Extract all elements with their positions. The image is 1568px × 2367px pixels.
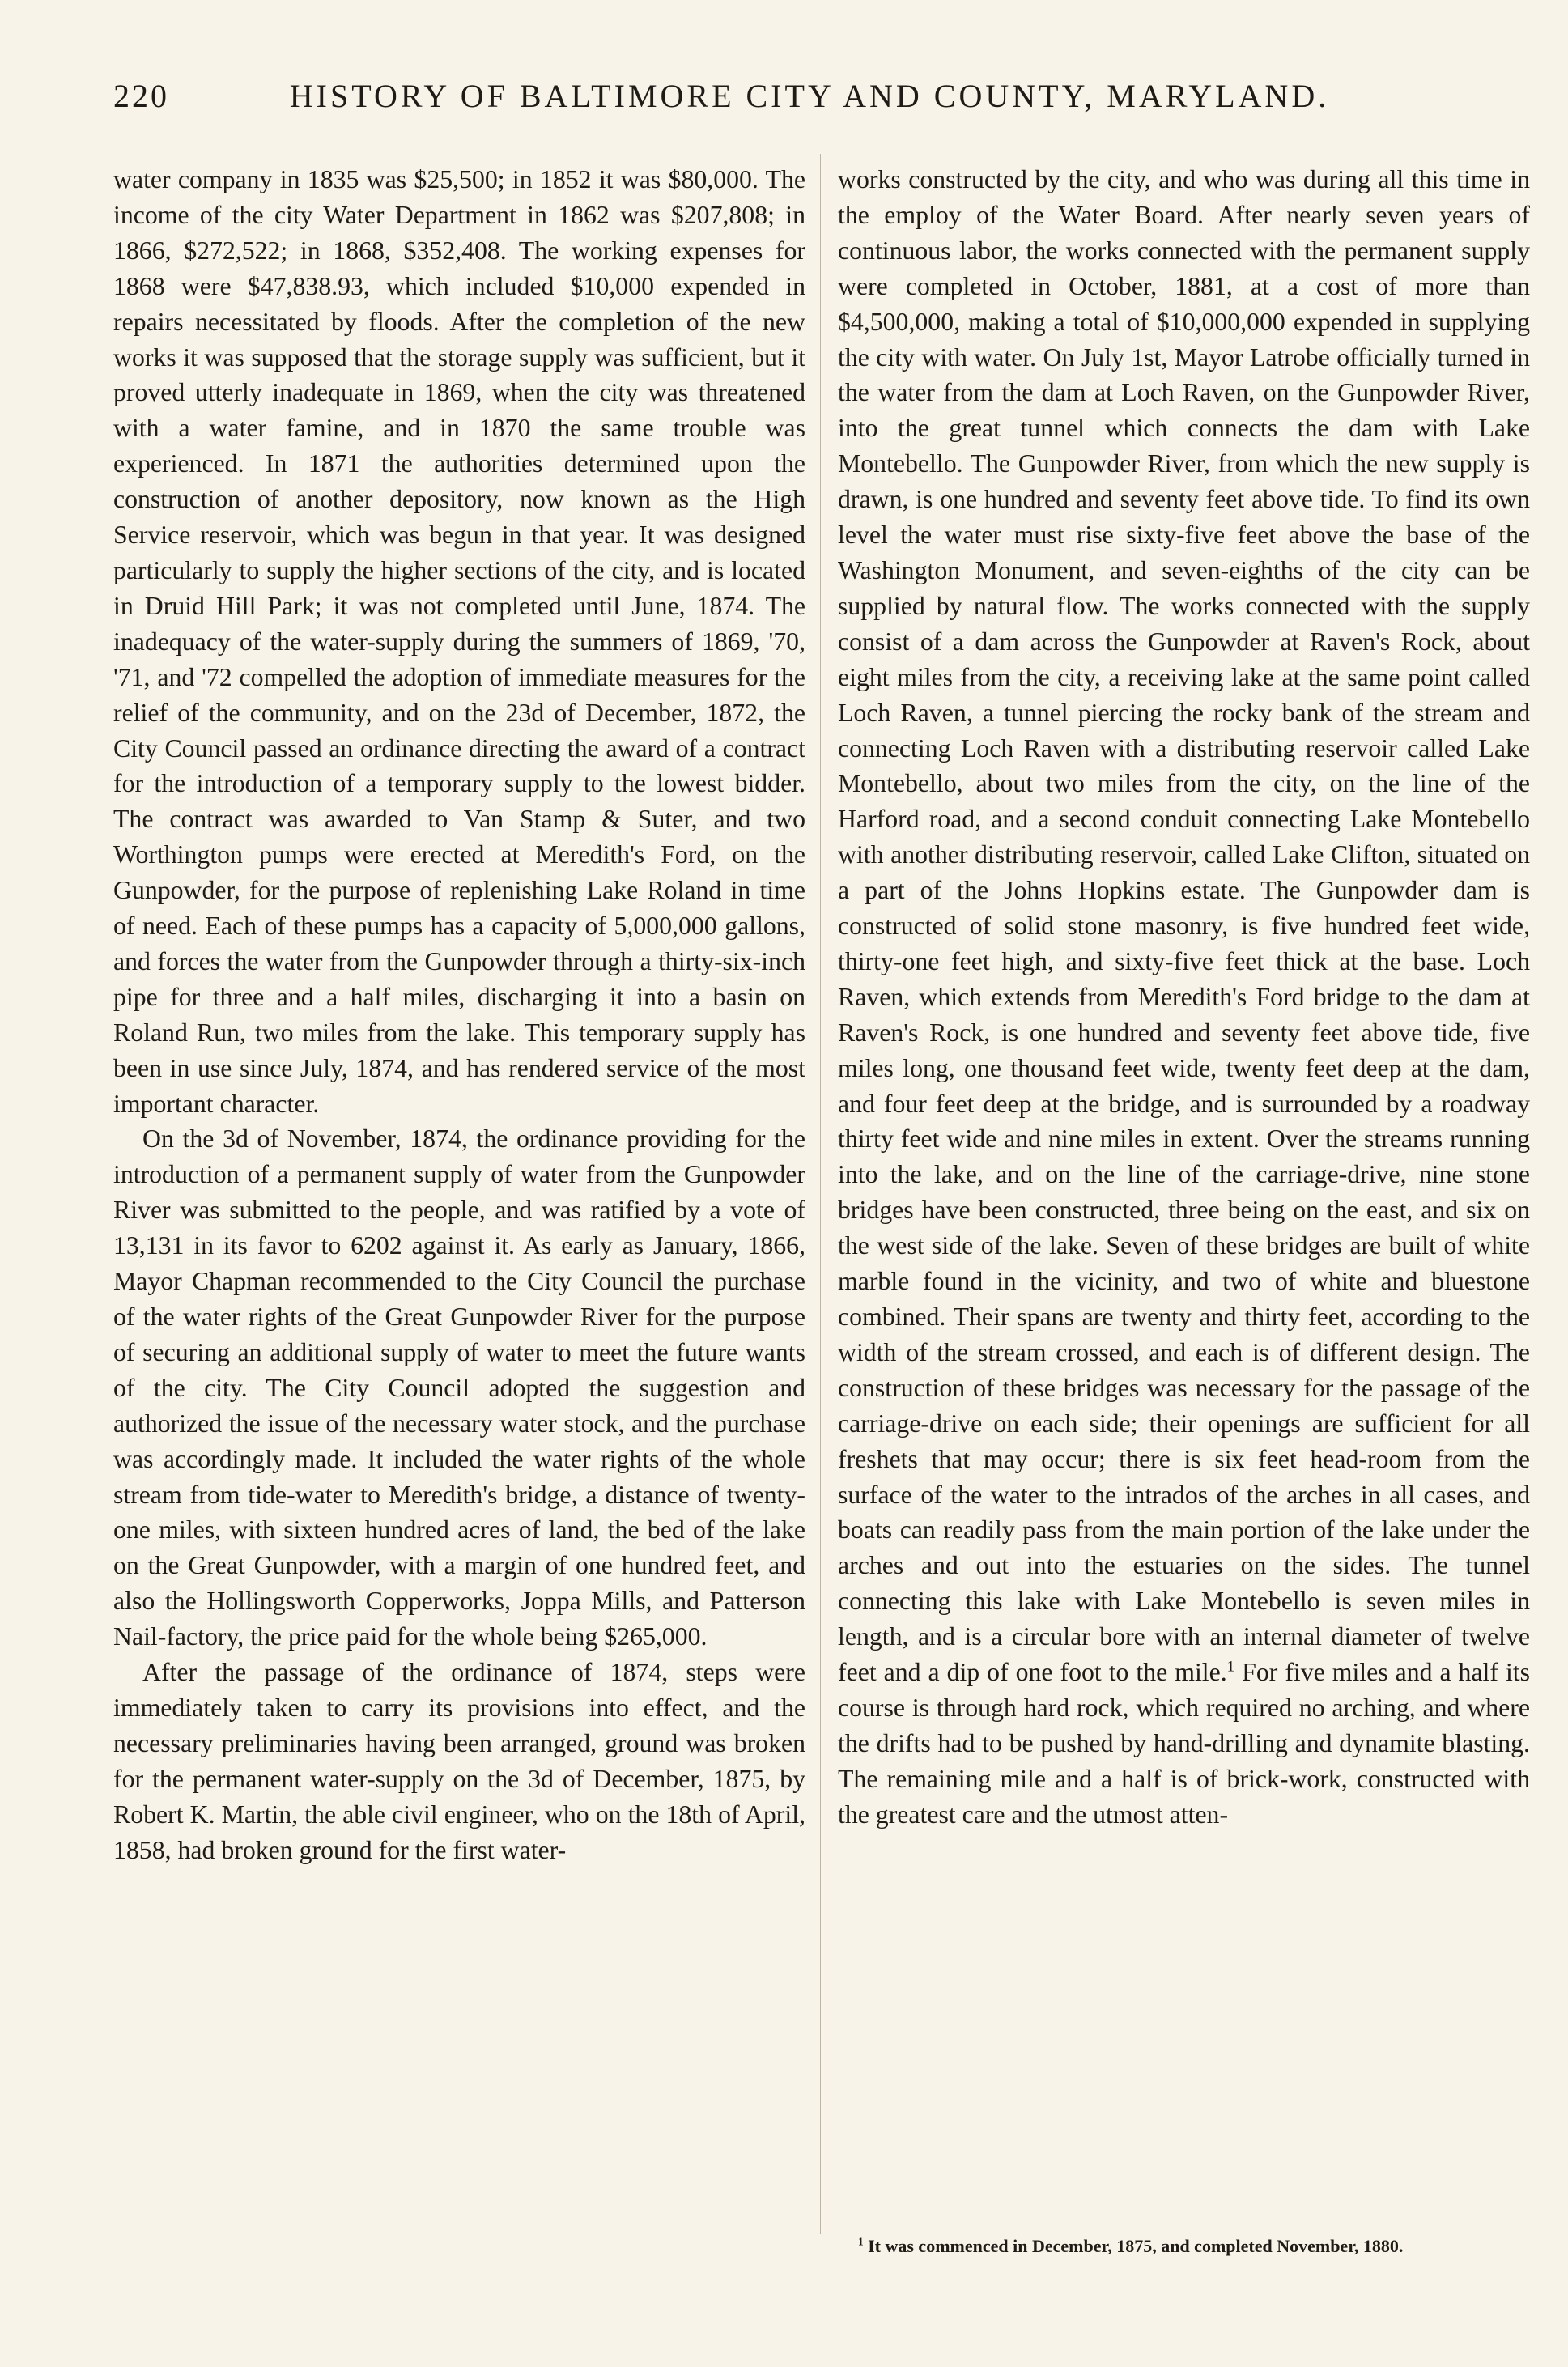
paragraph: On the 3d of November, 1874, the ordinance providing for the introduction of a permanent supply of water from the Gunpowder River was submitted to the people, and was ratified by a vote of 13,131 in its favor to 6202 against it. As early as January, 1866, Mayor Chapman recommended to the City Council the purchase of the water rights of the Great Gunpowder River for the purpose of securing an additional supply of water to meet the future wants of the city. The City Council adopted the suggestion and authorized the issue of the necessary water stock, and the purchase was accordingly made. It included the water rights of the whole stream from tide-water to Meredith's bridge, a distance of twenty-one miles, with sixteen hundred acres of land, the bed of the lake on the Great Gunpowder, with a margin of one hundred feet, and also the Hollingsworth Copperworks, Joppa Mills, and Patterson Nail-factory, the price paid for the whole being $265,000.	[113, 1124, 805, 1651]
paragraph: After the passage of the ordinance of 1874, steps were immediately taken to carry its provisions into effect, and the necessary preliminaries having been arranged, ground was broken for the permanent water-supply on the 3d of December, 1875, by Robert K. Martin, the able civil engineer, who on the 18th of April, 1858, had broken ground for the first water-	[113, 1658, 805, 1864]
page-header	[113, 77, 1506, 125]
page-number: 220	[113, 78, 169, 114]
footnote	[858, 2234, 1530, 2259]
column-divider	[820, 154, 821, 2234]
right-column	[838, 162, 1530, 1833]
paragraph-text: works constructed by the city, and who was during all this time in the employ of the Water Board. After nearly seven years of continuous labor, the works connected with the permanent supply were completed in October, 1881, at a cost of more than $4,500,000, making a total of $10,000,000 expended in supplying the city with water. On July 1st, Mayor Latrobe officially turned in the water from the dam at Loch Raven, on the Gunpowder River, into the great tunnel which connects the dam with Lake Montebello. The Gunpowder River, from which the new supply is drawn, is one hundred and seventy feet above tide. To find its own level the water must rise sixty-five feet above the base of the Washington Monument, and seven-eighths of the city can be supplied by natural flow. The works connected with the supply consist of a dam across the Gunpowder at Raven's Rock, about eight miles from the city, a receiving lake at the same point called Loch Raven, a tunnel piercing the rocky bank of the stream and connecting Loch Raven with a distributing reservoir called Lake Montebello, about two miles from the city, on the line of the Harford road, and a second conduit connecting Lake Montebello with another distributing reservoir, called Lake Clifton, situated on a part of the Johns Hopkins estate. The Gunpowder dam is constructed of solid stone masonry, is five hundred feet wide, thirty-one feet high, and sixty-five feet thick at the base. Loch Raven, which extends from Meredith's Ford bridge to the dam at Raven's Rock, is one hundred and seventy feet above tide, five miles long, one thousand feet wide, twenty feet deep at the dam, and four feet deep at the bridge, and is surrounded by a roadway thirty feet wide and nine miles in extent. Over the streams running into the lake, and on the line of the carriage-drive, nine stone bridges have been constructed, three being on the east, and six on the west side of the lake. Seven of these bridges are built of white marble found in the vicinity, and two of white and bluestone combined. Their spans are twenty and thirty feet, according to the width of the stream crossed, and each is of different design. The construction of these bridges was necessary for the passage of the carriage-drive on each side; their openings are sufficient for all freshets that may occur; there is six feet head-room from the surface of the water to the intrados of the arches in all cases, and boats can readily pass from the main portion of the lake under the arches and out into the estuaries on the sides. The tunnel connecting this lake with Lake Montebello is seven miles in length, and is a circular bore with an internal diameter of twelve feet and a dip of one foot to the mile.	[838, 165, 1530, 1687]
footnote-text: It was commenced in December, 1875, and completed November, 1880.	[863, 2236, 1404, 2256]
running-title: HISTORY OF BALTIMORE CITY AND COUNTY, MARYLAND.	[289, 78, 1330, 114]
left-column	[113, 162, 805, 1868]
paragraph	[838, 162, 1530, 1833]
footnote-reference[interactable]: 1	[1226, 1658, 1235, 1676]
footnote-marker: 1	[858, 2235, 864, 2248]
paragraph-text: For five miles and a half its course is through hard rock, which required no arching, and where the drifts had to be pushed by hand-drilling and dynamite blasting. The remaining mile and a half is of brick-work, constructed with the greatest care and the utmost atten-	[838, 1658, 1530, 1829]
paragraph: water company in 1835 was $25,500; in 1852 it was $80,000. The income of the city Water Department in 1862 was $207,808; in 1866, $272,522; in 1868, $352,408. The working expenses for 1868 were $47,838.93, which included $10,000 expended in repairs necessitated by floods. After the completion of the new works it was supposed that the storage supply was sufficient, but it proved utterly inadequate in 1869, when the city was threatened with a water famine, and in 1870 the same trouble was experienced. In 1871 the authorities determined upon the construction of another depository, now known as the High Service reservoir, which was begun in that year. It was designed particularly to supply the higher sections of the city, and is located in Druid Hill Park; it was not completed until June, 1874. The inadequacy of the water-supply during the summers of 1869, '70, '71, and '72 compelled the adoption of immediate measures for the relief of the community, and on the 23d of December, 1872, the City Council passed an ordinance directing the award of a contract for the introduction of a temporary supply to the lowest bidder. The contract was awarded to Van Stamp & Suter, and two Worthington pumps were erected at Meredith's Ford, on the Gunpowder, for the purpose of replenishing Lake Roland in time of need. Each of these pumps has a capacity of 5,000,000 gallons, and forces the water from the Gunpowder through a thirty-six-inch pipe for three and a half miles, discharging it into a basin on Roland Run, two miles from the lake. This temporary supply has been in use since July, 1874, and has rendered service of the most important character.	[113, 165, 805, 1118]
